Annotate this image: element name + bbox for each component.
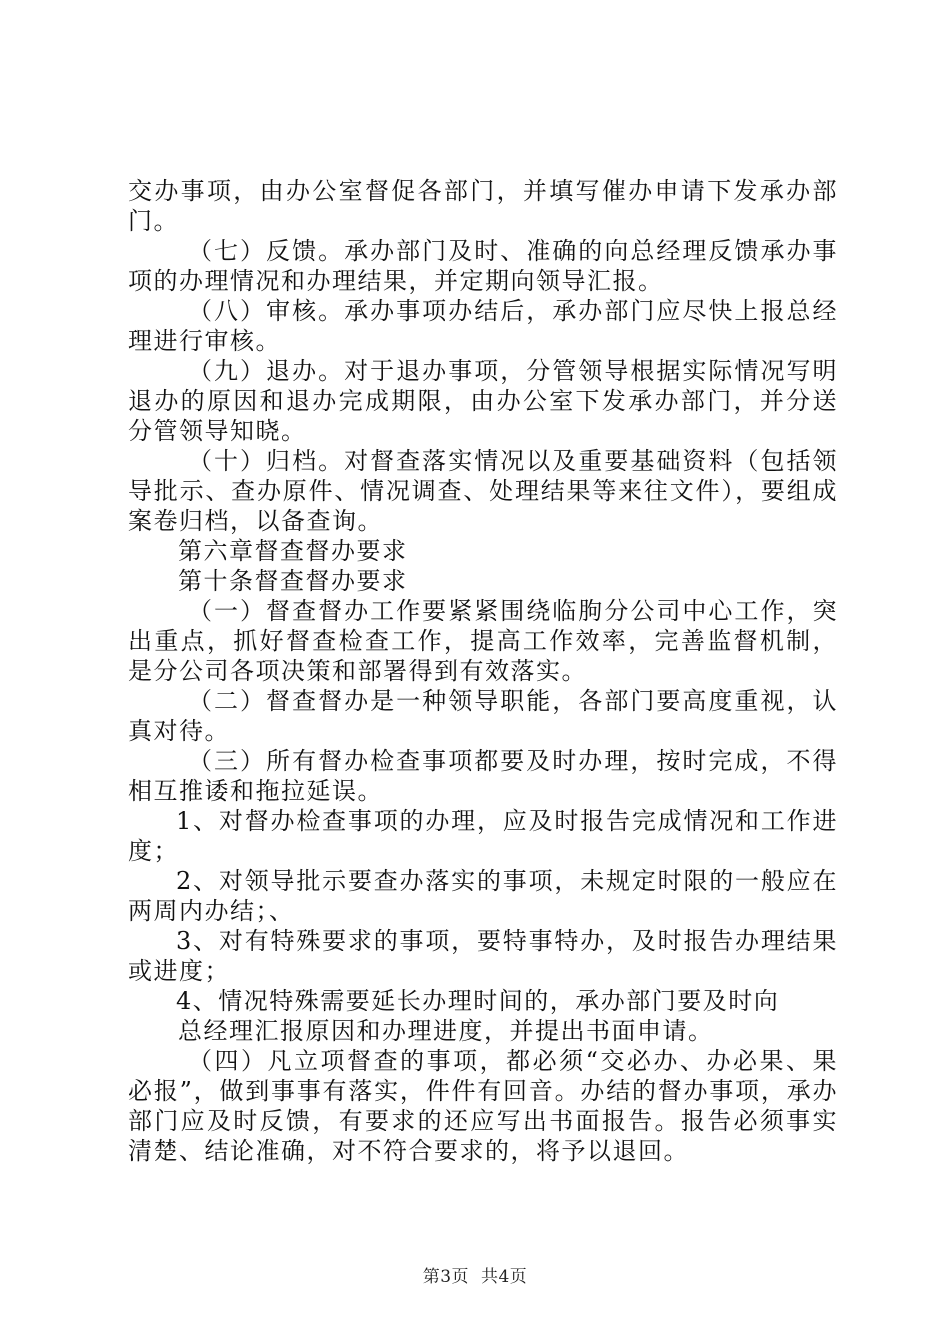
paragraph-requirement-1: （一）督查督办工作要紧紧围绕临朐分公司中心工作，突出重点，抓好督查检查工作，提高工作效率，完善监督机制，是分公司各项决策和部署得到有效落实。 [128,597,838,685]
paragraph-return: （九）退办。对于退办事项，分管领导根据实际情况写明退办的原因和退办完成期限，由办公室下发承办部门，并分送分管领导知晓。 [128,357,838,445]
list-item-2: 2、对领导批示要查办落实的事项，未规定时限的一般应在两周内办结；、 [128,867,838,925]
paragraph-archive: （十）归档。对督查落实情况以及重要基础资料（包括领导批示、查办原件、情况调查、处理结果等来往文件），要组成案卷归档，以备查询。 [128,447,838,535]
page-total: 共4页 [480,1267,528,1287]
paragraph-1: 交办事项，由办公室督促各部门，并填写催办申请下发承办部门。 [128,177,838,235]
list-item-4: 4、情况特殊需要延长办理时间的，承办部门要及时向 [176,987,780,1015]
document-body [128,176,838,1166]
list-item-4-continuation: 总经理汇报原因和办理进度，并提出书面申请。 [178,1017,714,1045]
article-heading: 第十条督查督办要求 [178,567,408,595]
chapter-heading: 第六章督查督办要求 [178,537,408,565]
paragraph-feedback: （七）反馈。承办部门及时、准确的向总经理反馈承办事项的办理情况和办理结果，并定期向领导汇报。 [128,237,838,295]
paragraph-requirement-2: （二）督查督办是一种领导职能，各部门要高度重视，认真对待。 [128,687,838,745]
paragraph-requirement-3: （三）所有督办检查事项都要及时办理，按时完成，不得相互推诿和拖拉延误。 [128,747,838,805]
paragraph-requirement-4: （四）凡立项督查的事项，都必须“交必办、办必果、果必报”，做到事事有落实，件件有回音。办结的督办事项，承办部门应及时反馈，有要求的还应写出书面报告。报告必须事实清楚、结论准确，对不符合要求的，将予以退回。 [128,1047,838,1165]
list-item-3: 3、对有特殊要求的事项，要特事特办，及时报告办理结果或进度； [128,927,838,985]
paragraph-review: （八）审核。承办事项办结后，承办部门应尽快上报总经理进行审核。 [128,297,838,355]
page-footer [0,1262,950,1287]
list-item-1: 1、对督办检查事项的办理，应及时报告完成情况和工作进度； [128,807,838,865]
page-number: 第3页 [422,1267,470,1287]
